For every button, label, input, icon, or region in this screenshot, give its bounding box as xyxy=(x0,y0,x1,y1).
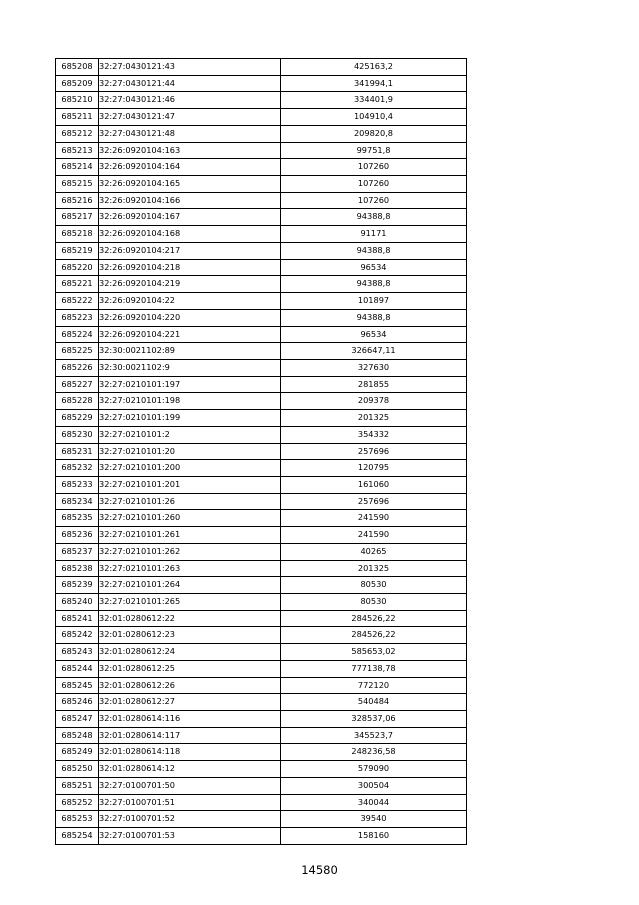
cadastral-value-cell: 334401,9 xyxy=(281,92,467,109)
cadastral-value-cell: 39540 xyxy=(281,811,467,828)
cadastral-value-cell: 80530 xyxy=(281,577,467,594)
table-row xyxy=(56,493,467,510)
cadastral-value-cell: 94388,8 xyxy=(281,276,467,293)
row-id-cell: 685252 xyxy=(56,794,99,811)
cadastral-number-cell: 32:27:0100701:52 xyxy=(99,811,281,828)
cadastral-value-cell: 201325 xyxy=(281,410,467,427)
table-row xyxy=(56,359,467,376)
cadastral-number-cell: 32:27:0210101:262 xyxy=(99,543,281,560)
cadastral-number-cell: 32:01:0280612:22 xyxy=(99,610,281,627)
table-row xyxy=(56,159,467,176)
cadastral-number-cell: 32:27:0210101:197 xyxy=(99,376,281,393)
cadastral-value-cell: 772120 xyxy=(281,677,467,694)
cadastral-number-cell: 32:27:0210101:198 xyxy=(99,393,281,410)
cadastral-value-table xyxy=(55,58,467,845)
row-id-cell: 685236 xyxy=(56,527,99,544)
table-row xyxy=(56,343,467,360)
row-id-cell: 685231 xyxy=(56,443,99,460)
cadastral-value-cell: 777138,78 xyxy=(281,660,467,677)
table-row xyxy=(56,627,467,644)
cadastral-number-cell: 32:30:0021102:9 xyxy=(99,359,281,376)
table-row xyxy=(56,543,467,560)
row-id-cell: 685213 xyxy=(56,142,99,159)
row-id-cell: 685209 xyxy=(56,75,99,92)
cadastral-value-cell: 284526,22 xyxy=(281,627,467,644)
table-row xyxy=(56,209,467,226)
cadastral-value-cell: 248236,58 xyxy=(281,744,467,761)
table-body xyxy=(56,59,467,845)
row-id-cell: 685238 xyxy=(56,560,99,577)
table-row xyxy=(56,594,467,611)
table-row xyxy=(56,276,467,293)
cadastral-number-cell: 32:26:0920104:217 xyxy=(99,242,281,259)
cadastral-value-cell: 96534 xyxy=(281,326,467,343)
table-row xyxy=(56,293,467,310)
row-id-cell: 685254 xyxy=(56,828,99,845)
cadastral-value-cell: 96534 xyxy=(281,259,467,276)
row-id-cell: 685251 xyxy=(56,777,99,794)
cadastral-number-cell: 32:26:0920104:166 xyxy=(99,192,281,209)
cadastral-number-cell: 32:27:0210101:261 xyxy=(99,527,281,544)
cadastral-number-cell: 32:27:0430121:43 xyxy=(99,59,281,76)
cadastral-value-cell: 340044 xyxy=(281,794,467,811)
cadastral-number-cell: 32:01:0280612:25 xyxy=(99,660,281,677)
row-id-cell: 685227 xyxy=(56,376,99,393)
table-row xyxy=(56,560,467,577)
cadastral-number-cell: 32:27:0210101:200 xyxy=(99,460,281,477)
cadastral-number-cell: 32:27:0210101:20 xyxy=(99,443,281,460)
row-id-cell: 685222 xyxy=(56,293,99,310)
row-id-cell: 685210 xyxy=(56,92,99,109)
row-id-cell: 685220 xyxy=(56,259,99,276)
cadastral-value-cell: 354332 xyxy=(281,426,467,443)
table-row xyxy=(56,527,467,544)
row-id-cell: 685241 xyxy=(56,610,99,627)
table-row xyxy=(56,577,467,594)
row-id-cell: 685235 xyxy=(56,510,99,527)
row-id-cell: 685249 xyxy=(56,744,99,761)
cadastral-value-cell: 107260 xyxy=(281,192,467,209)
cadastral-number-cell: 32:26:0920104:220 xyxy=(99,309,281,326)
row-id-cell: 685219 xyxy=(56,242,99,259)
row-id-cell: 685228 xyxy=(56,393,99,410)
table-row xyxy=(56,176,467,193)
row-id-cell: 685239 xyxy=(56,577,99,594)
cadastral-number-cell: 32:30:0021102:89 xyxy=(99,343,281,360)
cadastral-number-cell: 32:27:0210101:265 xyxy=(99,594,281,611)
table-row xyxy=(56,476,467,493)
row-id-cell: 685244 xyxy=(56,660,99,677)
table-row xyxy=(56,59,467,76)
cadastral-value-cell: 241590 xyxy=(281,527,467,544)
row-id-cell: 685243 xyxy=(56,644,99,661)
row-id-cell: 685217 xyxy=(56,209,99,226)
cadastral-value-cell: 94388,8 xyxy=(281,309,467,326)
cadastral-value-cell: 425163,2 xyxy=(281,59,467,76)
row-id-cell: 685215 xyxy=(56,176,99,193)
cadastral-value-cell: 80530 xyxy=(281,594,467,611)
cadastral-number-cell: 32:26:0920104:22 xyxy=(99,293,281,310)
row-id-cell: 685212 xyxy=(56,125,99,142)
table-row xyxy=(56,192,467,209)
cadastral-value-cell: 540484 xyxy=(281,694,467,711)
row-id-cell: 685223 xyxy=(56,309,99,326)
row-id-cell: 685230 xyxy=(56,426,99,443)
cadastral-value-cell: 91171 xyxy=(281,226,467,243)
table-row xyxy=(56,711,467,728)
table-row xyxy=(56,510,467,527)
table-row xyxy=(56,828,467,845)
table-row xyxy=(56,109,467,126)
cadastral-value-cell: 345523,7 xyxy=(281,727,467,744)
cadastral-number-cell: 32:26:0920104:168 xyxy=(99,226,281,243)
row-id-cell: 685218 xyxy=(56,226,99,243)
cadastral-number-cell: 32:01:0280612:26 xyxy=(99,677,281,694)
cadastral-number-cell: 32:01:0280612:24 xyxy=(99,644,281,661)
cadastral-number-cell: 32:01:0280614:12 xyxy=(99,761,281,778)
cadastral-number-cell: 32:27:0210101:199 xyxy=(99,410,281,427)
cadastral-value-cell: 257696 xyxy=(281,493,467,510)
cadastral-number-cell: 32:27:0210101:2 xyxy=(99,426,281,443)
cadastral-value-cell: 209378 xyxy=(281,393,467,410)
table-row xyxy=(56,694,467,711)
table-row xyxy=(56,777,467,794)
row-id-cell: 685225 xyxy=(56,343,99,360)
table-row xyxy=(56,376,467,393)
table-row xyxy=(56,410,467,427)
cadastral-value-cell: 300504 xyxy=(281,777,467,794)
row-id-cell: 685253 xyxy=(56,811,99,828)
row-id-cell: 685250 xyxy=(56,761,99,778)
cadastral-value-cell: 328537,06 xyxy=(281,711,467,728)
row-id-cell: 685224 xyxy=(56,326,99,343)
row-id-cell: 685240 xyxy=(56,594,99,611)
cadastral-number-cell: 32:27:0430121:44 xyxy=(99,75,281,92)
cadastral-value-cell: 94388,8 xyxy=(281,209,467,226)
table-row xyxy=(56,443,467,460)
cadastral-number-cell: 32:27:0100701:53 xyxy=(99,828,281,845)
cadastral-value-cell: 327630 xyxy=(281,359,467,376)
table-row xyxy=(56,744,467,761)
table-row xyxy=(56,727,467,744)
cadastral-value-cell: 257696 xyxy=(281,443,467,460)
table-row xyxy=(56,610,467,627)
cadastral-value-cell: 158160 xyxy=(281,828,467,845)
table-row xyxy=(56,259,467,276)
cadastral-number-cell: 32:27:0100701:51 xyxy=(99,794,281,811)
cadastral-number-cell: 32:27:0100701:50 xyxy=(99,777,281,794)
cadastral-number-cell: 32:01:0280612:27 xyxy=(99,694,281,711)
table-row xyxy=(56,226,467,243)
cadastral-value-cell: 94388,8 xyxy=(281,242,467,259)
cadastral-number-cell: 32:27:0210101:264 xyxy=(99,577,281,594)
table-row xyxy=(56,677,467,694)
cadastral-number-cell: 32:27:0430121:48 xyxy=(99,125,281,142)
cadastral-number-cell: 32:01:0280612:23 xyxy=(99,627,281,644)
row-id-cell: 685208 xyxy=(56,59,99,76)
cadastral-value-cell: 579090 xyxy=(281,761,467,778)
cadastral-value-cell: 284526,22 xyxy=(281,610,467,627)
cadastral-number-cell: 32:26:0920104:163 xyxy=(99,142,281,159)
cadastral-value-cell: 326647,11 xyxy=(281,343,467,360)
row-id-cell: 685229 xyxy=(56,410,99,427)
cadastral-value-cell: 201325 xyxy=(281,560,467,577)
cadastral-number-cell: 32:26:0920104:164 xyxy=(99,159,281,176)
cadastral-number-cell: 32:27:0430121:47 xyxy=(99,109,281,126)
cadastral-number-cell: 32:01:0280614:117 xyxy=(99,727,281,744)
row-id-cell: 685242 xyxy=(56,627,99,644)
cadastral-value-cell: 241590 xyxy=(281,510,467,527)
cadastral-value-cell: 341994,1 xyxy=(281,75,467,92)
row-id-cell: 685234 xyxy=(56,493,99,510)
row-id-cell: 685248 xyxy=(56,727,99,744)
cadastral-value-cell: 585653,02 xyxy=(281,644,467,661)
table-row xyxy=(56,426,467,443)
row-id-cell: 685214 xyxy=(56,159,99,176)
cadastral-number-cell: 32:26:0920104:221 xyxy=(99,326,281,343)
table-row xyxy=(56,644,467,661)
cadastral-value-cell: 209820,8 xyxy=(281,125,467,142)
row-id-cell: 685232 xyxy=(56,460,99,477)
row-id-cell: 685216 xyxy=(56,192,99,209)
row-id-cell: 685246 xyxy=(56,694,99,711)
cadastral-number-cell: 32:26:0920104:167 xyxy=(99,209,281,226)
cadastral-value-cell: 104910,4 xyxy=(281,109,467,126)
page-number: 14580 xyxy=(301,863,338,877)
table-row xyxy=(56,142,467,159)
table-row xyxy=(56,811,467,828)
table-row xyxy=(56,761,467,778)
table-row xyxy=(56,326,467,343)
row-id-cell: 685211 xyxy=(56,109,99,126)
cadastral-number-cell: 32:27:0210101:260 xyxy=(99,510,281,527)
cadastral-number-cell: 32:27:0430121:46 xyxy=(99,92,281,109)
table-row xyxy=(56,75,467,92)
row-id-cell: 685247 xyxy=(56,711,99,728)
table-row xyxy=(56,309,467,326)
cadastral-value-cell: 101897 xyxy=(281,293,467,310)
cadastral-number-cell: 32:01:0280614:118 xyxy=(99,744,281,761)
table-row xyxy=(56,125,467,142)
cadastral-value-cell: 120795 xyxy=(281,460,467,477)
table-row xyxy=(56,242,467,259)
row-id-cell: 685221 xyxy=(56,276,99,293)
cadastral-number-cell: 32:27:0210101:263 xyxy=(99,560,281,577)
cadastral-number-cell: 32:27:0210101:201 xyxy=(99,476,281,493)
row-id-cell: 685237 xyxy=(56,543,99,560)
table-row xyxy=(56,460,467,477)
cadastral-value-cell: 99751,8 xyxy=(281,142,467,159)
cadastral-value-cell: 107260 xyxy=(281,159,467,176)
row-id-cell: 685245 xyxy=(56,677,99,694)
table-row xyxy=(56,92,467,109)
table-row xyxy=(56,660,467,677)
cadastral-number-cell: 32:27:0210101:26 xyxy=(99,493,281,510)
cadastral-value-cell: 281855 xyxy=(281,376,467,393)
cadastral-number-cell: 32:26:0920104:165 xyxy=(99,176,281,193)
table-row xyxy=(56,393,467,410)
cadastral-value-cell: 161060 xyxy=(281,476,467,493)
cadastral-number-cell: 32:26:0920104:219 xyxy=(99,276,281,293)
cadastral-number-cell: 32:01:0280614:116 xyxy=(99,711,281,728)
row-id-cell: 685233 xyxy=(56,476,99,493)
cadastral-value-cell: 107260 xyxy=(281,176,467,193)
cadastral-number-cell: 32:26:0920104:218 xyxy=(99,259,281,276)
cadastral-value-cell: 40265 xyxy=(281,543,467,560)
table-row xyxy=(56,794,467,811)
row-id-cell: 685226 xyxy=(56,359,99,376)
